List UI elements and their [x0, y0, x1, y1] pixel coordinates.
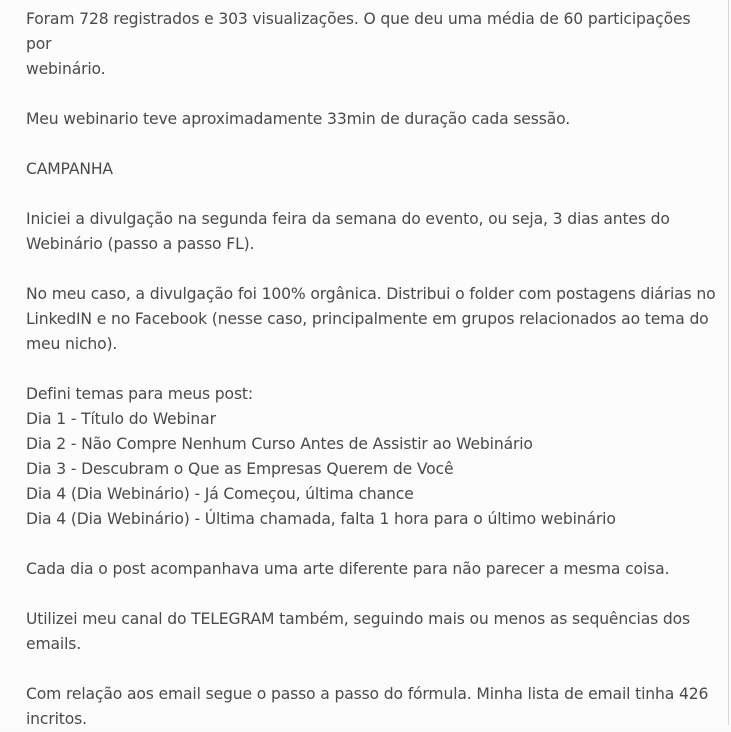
- text-line: Iniciei a divulgação na segunda feira da semana do evento, ou seja, 3 dias antes do: [26, 210, 670, 228]
- text-line: Utilizei meu canal do TELEGRAM também, seguindo mais ou menos as sequências dos: [26, 610, 691, 628]
- paragraph-start-promotion: [26, 207, 716, 257]
- theme-day-4-last-call: Dia 4 (Dia Webinário) - Última chamada, falta 1 hora para o último webinário: [26, 510, 616, 528]
- paragraph-daily-art: [26, 557, 716, 582]
- theme-day-3: Dia 3 - Descubram o Que as Empresas Querem de Você: [26, 460, 454, 478]
- text-line: Defini temas para meus post:: [26, 385, 253, 403]
- text-line: Com relação aos email segue o passo a passo do fórmula. Minha lista de email tinha 426: [26, 685, 709, 703]
- paragraph-organic-promotion: [26, 282, 716, 357]
- text-line: LinkedIN e no Facebook (nesse caso, principalmente em grupos relacionados ao tema do: [26, 310, 709, 328]
- text-line: Webinário (passo a passo FL).: [26, 235, 255, 253]
- text-line: Cada dia o post acompanhava uma arte diferente para não parecer a mesma coisa.: [26, 560, 670, 578]
- paragraph-results: [26, 7, 716, 82]
- text-line: Meu webinario teve aproximadamente 33min de duração cada sessão.: [26, 110, 571, 128]
- post-body: [26, 7, 716, 732]
- paragraph-duration: [26, 107, 716, 132]
- text-line: CAMPANHA: [26, 160, 113, 178]
- text-line: incritos.: [26, 710, 87, 728]
- text-line: No meu caso, a divulgação foi 100% orgânica. Distribui o folder com postagens diárias no: [26, 285, 716, 303]
- paragraph-post-themes: [26, 382, 716, 532]
- paragraph-telegram: [26, 607, 716, 657]
- text-line: Foram 728 registrados e 303 visualizações. O que deu uma média de 60 participações por: [26, 10, 691, 53]
- theme-day-4-started: Dia 4 (Dia Webinário) - Já Começou, última chance: [26, 485, 414, 503]
- text-line: webinário.: [26, 60, 106, 78]
- section-heading-campaign: [26, 157, 716, 182]
- text-line: meu nicho).: [26, 335, 118, 353]
- theme-day-2: Dia 2 - Não Compre Nenhum Curso Antes de Assistir ao Webinário: [26, 435, 533, 453]
- text-line: emails.: [26, 635, 82, 653]
- scroll-edge-divider: [728, 0, 729, 725]
- theme-day-1: Dia 1 - Título do Webinar: [26, 410, 216, 428]
